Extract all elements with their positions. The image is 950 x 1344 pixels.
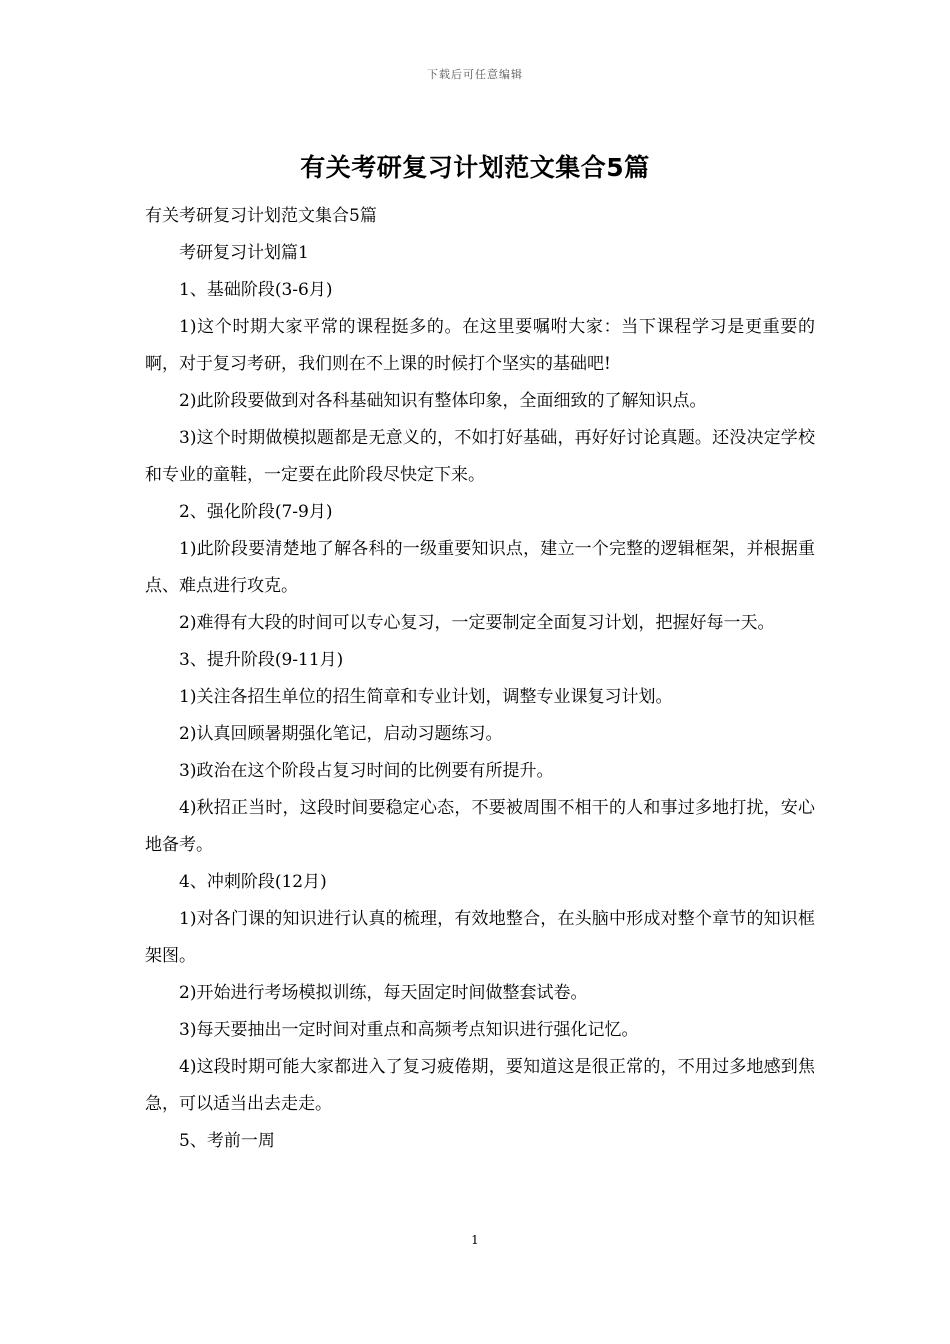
basic-item-3: 3)这个时期做模拟题都是无意义的，不如打好基础，再好好讨论真题。还没决定学校和专业的童鞋，一定要在此阶段尽快定下来。: [145, 428, 815, 485]
stage-heading-improve: 3、提升阶段(9-11月): [179, 650, 344, 670]
improve-item-3: 3)政治在这个阶段占复习时间的比例要有所提升。: [179, 761, 554, 781]
improve-item-4: 4)秋招正当时，这段时间要稳定心态，不要被周围不相干的人和事过多地打扰，安心地备考。: [145, 798, 815, 855]
strengthen-item-1: 1)此阶段要清楚地了解各科的一级重要知识点，建立一个完整的逻辑框架，并根据重点、难点进行攻克。: [145, 539, 815, 596]
page-number: 1: [471, 1233, 479, 1247]
stage-heading-strengthen: 2、强化阶段(7-9月): [179, 502, 333, 522]
improve-item-1: 1)关注各招生单位的招生简章和专业计划，调整专业课复习计划。: [179, 687, 673, 707]
sprint-item-3: 3)每天要抽出一定时间对重点和高频考点知识进行强化记忆。: [179, 1020, 639, 1040]
section-heading-plan-1: 考研复习计划篇1: [179, 243, 309, 263]
sprint-item-1: 1)对各门课的知识进行认真的梳理，有效地整合，在头脑中形成对整个章节的知识框架图。: [145, 909, 815, 966]
basic-item-2: 2)此阶段要做到对各科基础知识有整体印象，全面细致的了解知识点。: [179, 391, 707, 411]
stage-heading-basic: 1、基础阶段(3-6月): [179, 280, 333, 300]
basic-item-1: 1)这个时期大家平常的课程挺多的。在这里要嘱咐大家：当下课程学习是更重要的啊，对于复习考研，我们则在不上课的时候打个坚实的基础吧!: [145, 317, 815, 374]
sprint-item-2: 2)开始进行考场模拟训练，每天固定时间做整套试卷。: [179, 983, 588, 1003]
page-header-note: 下载后可任意编辑: [427, 68, 523, 81]
document-title: 有关考研复习计划范文集合5篇: [300, 153, 650, 182]
improve-item-2: 2)认真回顾暑期强化笔记，启动习题练习。: [179, 724, 503, 744]
strengthen-item-2: 2)难得有大段的时间可以专心复习，一定要制定全面复习计划，把握好每一天。: [179, 613, 775, 633]
stage-heading-final-week: 5、考前一周: [179, 1131, 275, 1151]
stage-heading-sprint: 4、冲刺阶段(12月): [179, 872, 327, 892]
intro-line: 有关考研复习计划范文集合5篇: [145, 206, 377, 226]
document-body: [145, 198, 815, 1160]
sprint-item-4: 4)这段时期可能大家都进入了复习疲倦期，要知道这是很正常的，不用过多地感到焦急，可以适当出去走走。: [145, 1057, 815, 1114]
